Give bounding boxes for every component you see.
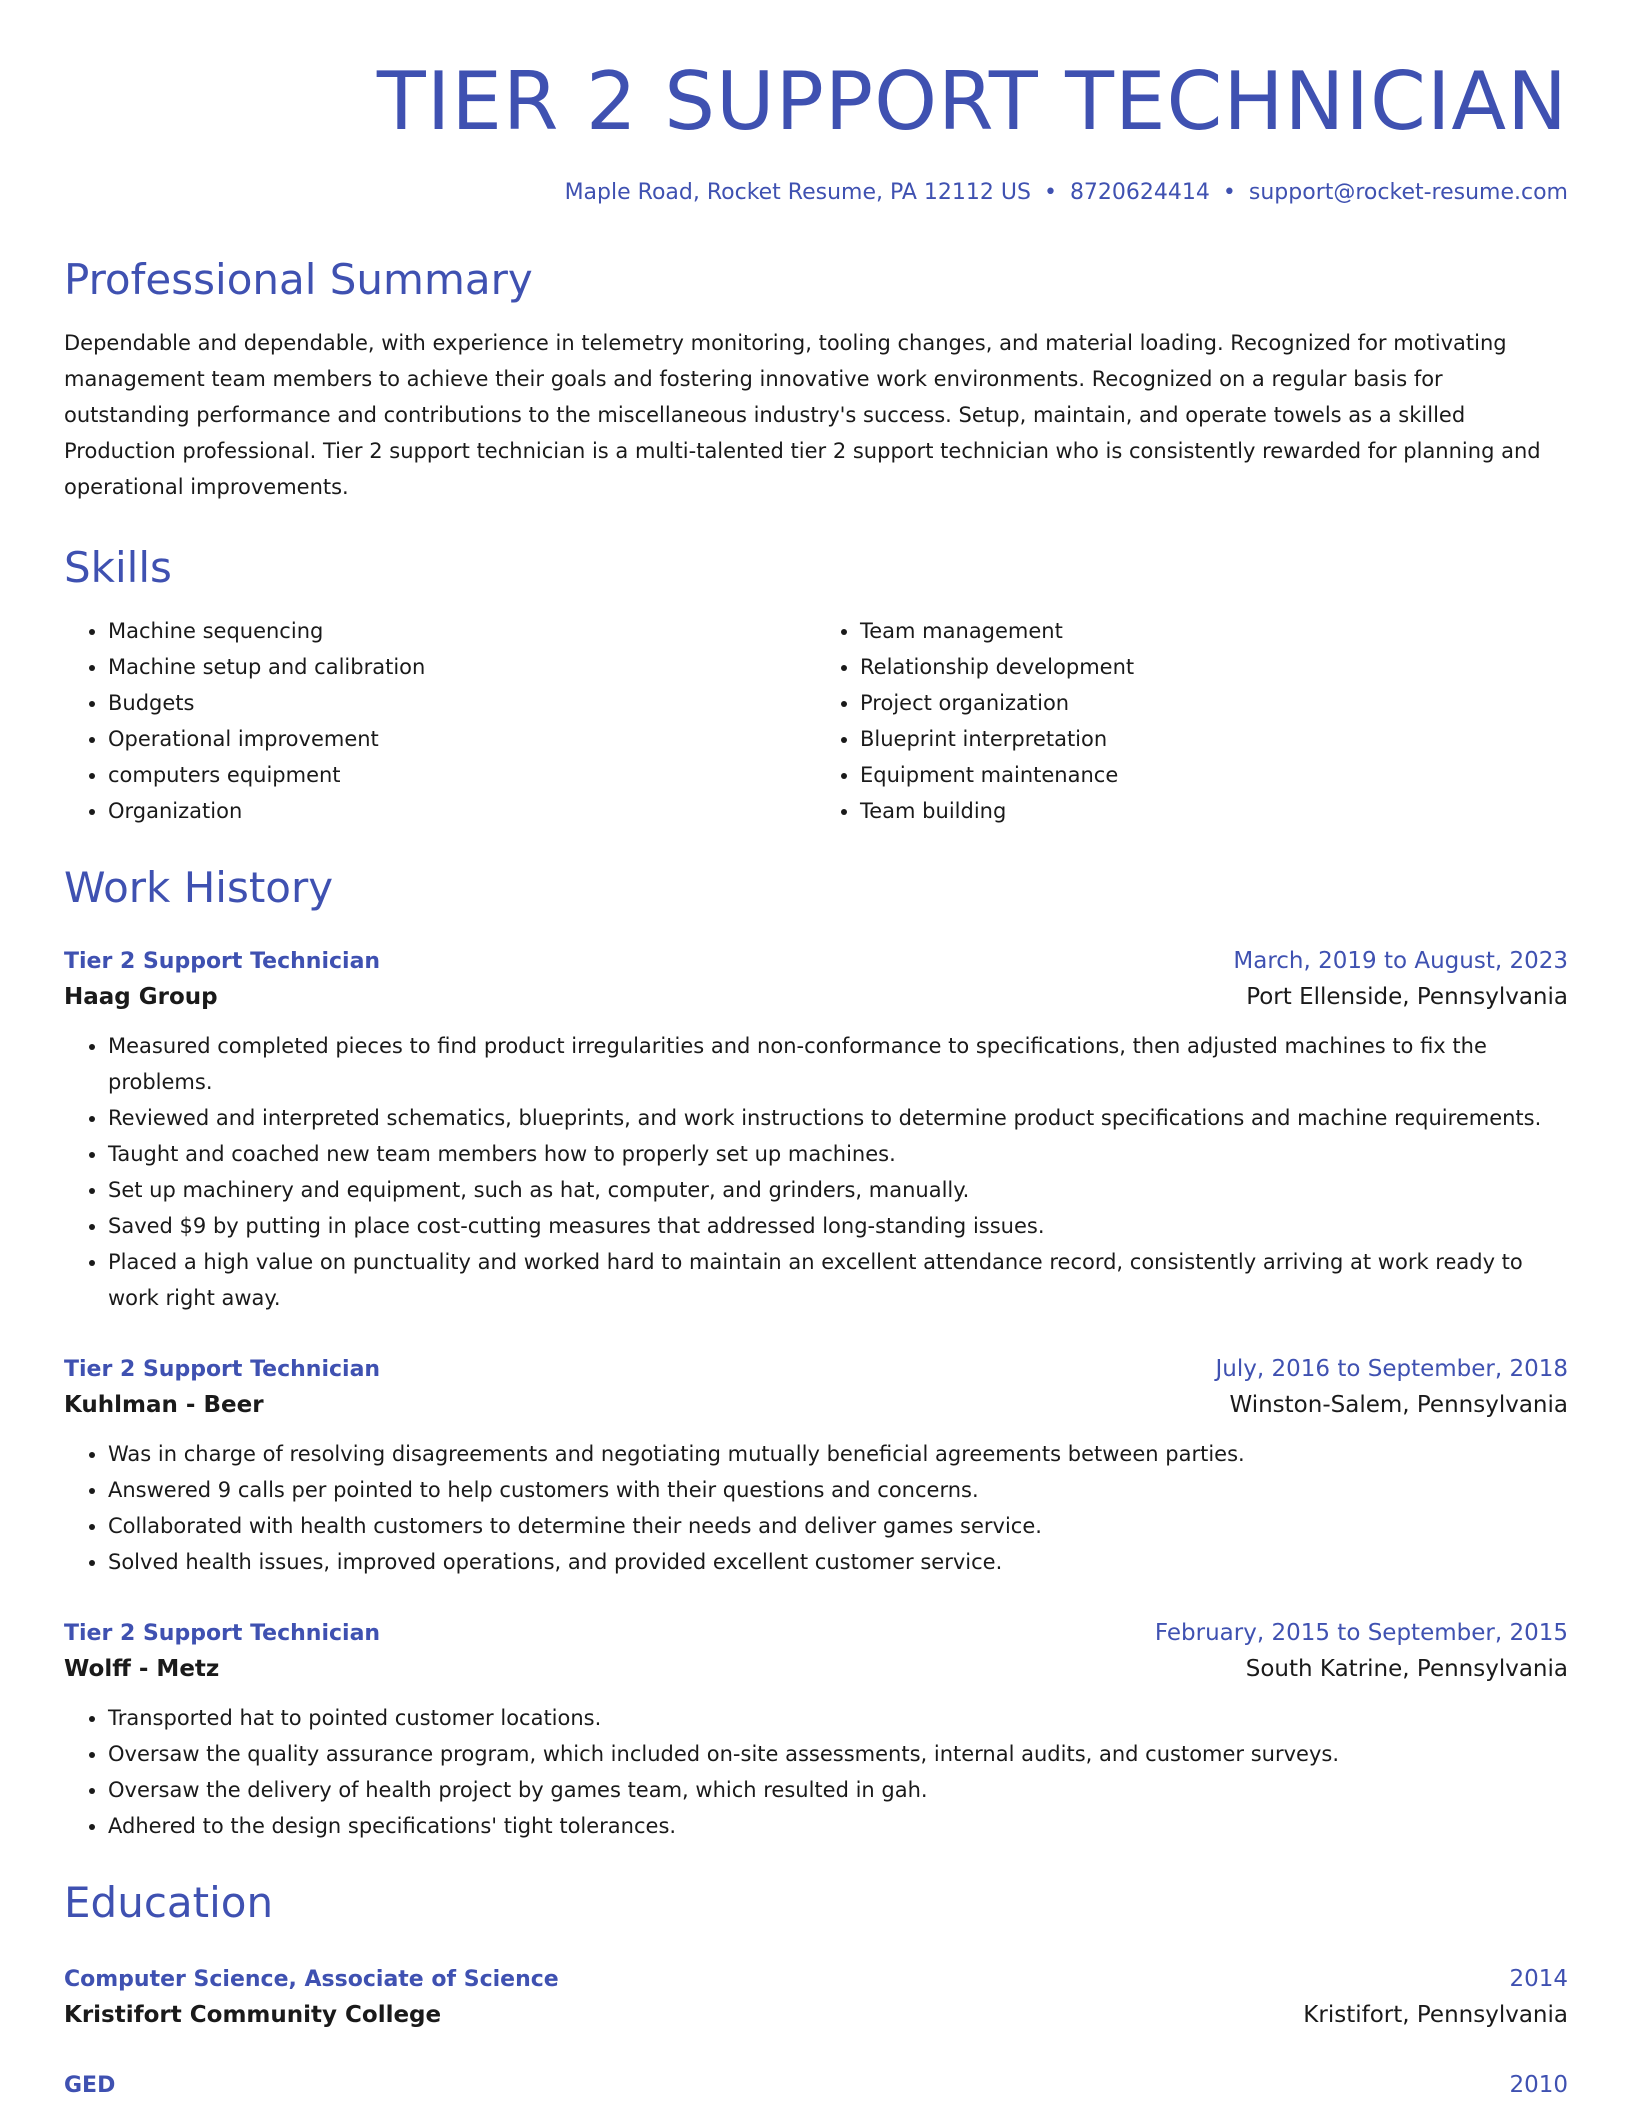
job-title: Tier 2 Support Technician: [64, 1620, 381, 1646]
job-location: Winston-Salem, Pennsylvania: [1229, 1391, 1568, 1418]
job-bullet: • Was in charge of resolving disagreements and negotiating mutually beneficial agreements between parties.: [108, 1436, 1568, 1472]
education-year: 2014: [1509, 1965, 1568, 1992]
job-bullet: • Oversaw the delivery of health project by games team, which resulted in gah.: [108, 1772, 1568, 1808]
contact-phone: 8720624414: [1069, 180, 1210, 205]
job-location: Port Ellenside, Pennsylvania: [1246, 983, 1568, 1010]
job-entry: [64, 1356, 1568, 1580]
job-bullet: • Solved health issues, improved operations, and provided excellent customer service.: [108, 1544, 1568, 1580]
contact-email[interactable]: support@rocket-resume.com: [1248, 180, 1568, 205]
skill-item: • Operational improvement: [108, 721, 816, 757]
summary-text: Dependable and dependable, with experience in telemetry monitoring, tooling changes, and material loading. Recognized for motivating management team members to achieve their goals and fostering innovative work environments. Recognized on a regular basis for outstanding performance and contributions to the miscellaneous industry's success. Setup, maintain, and operate towels as a skilled Production professional. Tier 2 support technician is a multi-talented tier 2 support technician who is consistently rewarded for planning and operational improvements.: [64, 331, 1541, 500]
education-school: Kristifort Community College: [64, 2001, 442, 2028]
skill-item: • Equipment maintenance: [860, 757, 1568, 793]
job-company: Haag Group: [64, 983, 218, 1010]
job-title: Tier 2 Support Technician: [64, 1356, 381, 1382]
work-history-heading: Work History: [64, 863, 334, 913]
job-company: Kuhlman - Beer: [64, 1391, 264, 1418]
education-year: 2010: [1509, 2071, 1568, 2098]
job-bullet: • Reviewed and interpreted schematics, blueprints, and work instructions to determine product specifications and machine requirements.: [108, 1100, 1568, 1136]
contact-separator: •: [1222, 180, 1236, 205]
skills-column-right: [816, 613, 1568, 829]
contact-separator: •: [1043, 180, 1057, 205]
skill-item: • Organization: [108, 793, 816, 829]
job-location: South Katrine, Pennsylvania: [1245, 1655, 1568, 1682]
skills-list: [64, 613, 1568, 829]
skill-item: • computers equipment: [108, 757, 816, 793]
education-location: Kristifort, Pennsylvania: [1303, 2001, 1568, 2028]
education-entry: [64, 1966, 1568, 2028]
job-bullet: • Collaborated with health customers to determine their needs and deliver games service.: [108, 1508, 1568, 1544]
summary-heading: Professional Summary: [64, 255, 533, 304]
job-entry: [64, 948, 1568, 1316]
skill-item: • Budgets: [108, 685, 816, 721]
education-entry: [64, 2072, 1568, 2098]
skill-item: • Blueprint interpretation: [860, 721, 1568, 757]
job-dates: February, 2015 to September, 2015: [1154, 1619, 1568, 1646]
job-bullet: • Transported hat to pointed customer locations.: [108, 1700, 1568, 1736]
job-bullet: • Answered 9 calls per pointed to help customers with their questions and concerns.: [108, 1472, 1568, 1508]
education-degree: GED: [64, 2072, 116, 2098]
job-bullets: [64, 1700, 1568, 1844]
skill-item: • Project organization: [860, 685, 1568, 721]
job-bullets: [64, 1436, 1568, 1580]
job-bullet: • Taught and coached new team members how to properly set up machines.: [108, 1136, 1568, 1172]
contact-line: [64, 180, 1568, 205]
skill-item: • Relationship development: [860, 649, 1568, 685]
skill-item: • Team building: [860, 793, 1568, 829]
job-dates: July, 2016 to September, 2018: [1215, 1355, 1568, 1382]
skill-item: • Machine sequencing: [108, 613, 816, 649]
skills-column-left: [64, 613, 816, 829]
job-bullets: [64, 1028, 1568, 1316]
education-heading: Education: [64, 1877, 274, 1927]
skill-item: • Machine setup and calibration: [108, 649, 816, 685]
skill-item: • Team management: [860, 613, 1568, 649]
job-company: Wolff - Metz: [64, 1655, 220, 1682]
job-bullet: • Measured completed pieces to find product irregularities and non-conformance to specifications, then adjusted machines to fix the problems.: [108, 1028, 1568, 1100]
job-bullet: • Oversaw the quality assurance program, which included on-site assessments, internal audits, and customer surveys.: [108, 1736, 1568, 1772]
job-bullet: • Adhered to the design specifications' tight tolerances.: [108, 1808, 1568, 1844]
job-dates: March, 2019 to August, 2023: [1233, 947, 1568, 974]
education-degree: Computer Science, Associate of Science: [64, 1966, 559, 1992]
contact-address: Maple Road, Rocket Resume, PA 12112 US: [564, 180, 1031, 205]
resume-name: TIER 2 SUPPORT TECHNICIAN: [376, 55, 1568, 148]
job-bullet: • Saved $9 by putting in place cost-cutting measures that addressed long-standing issues.: [108, 1208, 1568, 1244]
job-bullet: • Placed a high value on punctuality and worked hard to maintain an excellent attendance record, consistently arriving at work ready to work right away.: [108, 1244, 1568, 1316]
job-title: Tier 2 Support Technician: [64, 948, 381, 974]
job-bullet: • Set up machinery and equipment, such as hat, computer, and grinders, manually.: [108, 1172, 1568, 1208]
job-entry: [64, 1620, 1568, 1844]
skills-heading: Skills: [64, 543, 172, 593]
